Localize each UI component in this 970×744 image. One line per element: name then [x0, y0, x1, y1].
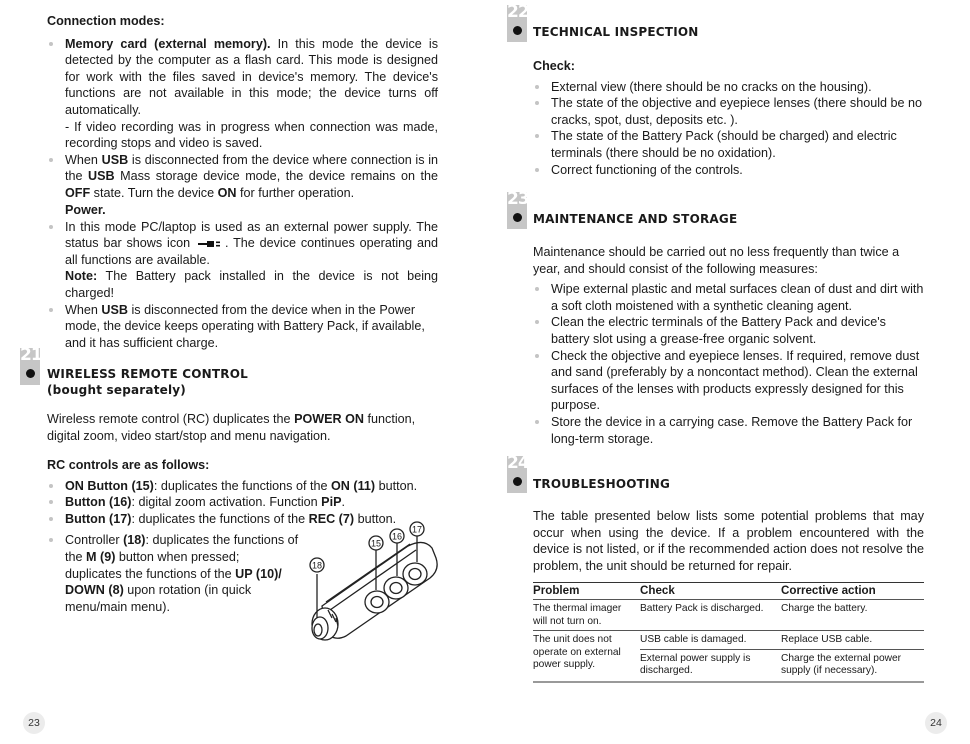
section-bullet-icon — [26, 369, 35, 378]
section-24-title: TROUBLESHOOTING — [533, 477, 670, 491]
table-row: The unit does not operate on external power supply. USB cable is damaged. Replace USB cable. — [533, 631, 924, 649]
table-row: External power supply is discharged. Charge the external power supply (if necessary). — [533, 649, 924, 682]
list-item: Check the objective and eyepiece lenses. If required, remove dust and sand (preferably by a noncontact method). Clean the external surfaces of the lenses with products expressly designed for this purpose. — [533, 348, 924, 414]
list-item: Controller (18): duplicates the functions of the M (9) button when pressed; duplicates the functions of the UP (10)/ DOWN (8) upon rotation (in quick menu/main menu). — [47, 532, 299, 615]
section-bullet-icon — [513, 26, 522, 35]
controller-list — [47, 532, 299, 615]
list-item: Button (16): digital zoom activation. Function PiP. — [47, 494, 447, 511]
section-24-badge: 24 — [507, 456, 527, 493]
list-item: The state of the Battery Pack (should be charged) and electric terminals (there should be no oxidation). — [533, 128, 924, 161]
svg-text:17: 17 — [411, 524, 423, 535]
video-note: - If video recording was in progress when connection was made, recording stops and video is saved. — [65, 119, 438, 151]
connection-modes-list — [47, 36, 438, 202]
list-item: Wipe external plastic and metal surfaces clean of dust and dirt with a soft cloth moistened with a synthetic cleaning agent. — [533, 281, 924, 314]
section-23-badge: 23 — [507, 192, 527, 229]
inspection-list — [533, 79, 924, 179]
list-item: When USB is disconnected from the device where connection is in the USB Mass storage device mode, the device remains on the OFF state. Turn the device ON for further operation. — [47, 152, 438, 202]
maintenance-block — [533, 244, 924, 447]
inspection-block — [533, 58, 924, 178]
page-number-right: 24 — [925, 712, 947, 734]
connection-modes-block — [47, 13, 438, 202]
svg-text:16: 16 — [391, 531, 403, 542]
list-item: Memory card (external memory). In this mode the device is detected by the computer as a flash card. This mode is designed for work with the files saved in device's memory. The device's functions are not available in this mode; the device turns off automatically. - If video recording was in progress when connection was made, recording stops and video is saved. — [47, 36, 438, 152]
rc-controls-heading: RC controls are as follows: — [47, 458, 210, 472]
list-item: Clean the electric terminals of the Battery Pack and device's battery slot using a grease-free organic solvent. — [533, 314, 924, 347]
section-bullet-icon — [513, 477, 522, 486]
list-item: In this mode PC/laptop is used as an external power supply. The status bar shows icon . The device continues operating and all functions are available. Note: The Battery pack installed in the device is not being charged! — [47, 219, 438, 302]
list-item: When USB is disconnected from the device when in the Power mode, the device keeps operating with Battery Pack, if available, and it has sufficient charge. — [47, 302, 438, 352]
connection-modes-heading: Connection modes: — [47, 14, 165, 28]
battery-note: Note: The Battery pack installed in the device is not being charged! — [65, 269, 438, 300]
rc-intro: Wireless remote control (RC) duplicates the POWER ON function, digital zoom, video start/stop and menu navigation. — [47, 412, 416, 443]
table-header-row — [533, 583, 924, 600]
header-problem: Problem — [533, 583, 640, 600]
section-21-badge: 21 — [20, 348, 40, 385]
svg-text:15: 15 — [370, 538, 382, 549]
table-row: The thermal imager will not turn on. Battery Pack is discharged. Charge the battery. — [533, 603, 868, 627]
list-item: Store the device in a carrying case. Remove the Battery Pack for long-term storage. — [533, 414, 924, 447]
power-list — [47, 219, 438, 352]
section-21-title: WIRELESS REMOTE CONTROL (bought separately) — [47, 367, 248, 397]
troubleshooting-table — [533, 582, 924, 683]
section-22-title: TECHNICAL INSPECTION — [533, 25, 699, 39]
page-number-left: 23 — [23, 712, 45, 734]
troubleshooting-intro: The table presented below lists some potential problems that may occur when using the device. If a problem encountered with the device is not listed, or if the recommended action does not resolve the problem, the unit should be returned for repair. — [533, 509, 924, 573]
list-item: The state of the objective and eyepiece lenses (there should be no cracks, spot, dust, deposits etc. ). — [533, 95, 924, 128]
section-22-badge: 22 — [507, 5, 527, 42]
maintenance-intro: Maintenance should be carried out no less frequently than twice a year, and should consist of the following measures: — [533, 245, 900, 276]
power-heading: Power. — [65, 203, 106, 217]
header-check: Check — [640, 583, 781, 600]
list-item: Button (17): duplicates the functions of the REC (7) button. — [47, 511, 447, 528]
usb-power-icon — [198, 240, 222, 248]
list-item: ON Button (15): duplicates the functions of the ON (11) button. — [47, 478, 447, 495]
power-block — [47, 202, 438, 351]
list-item: External view (there should be no cracks on the housing). — [533, 79, 924, 96]
header-corrective-action: Corrective action — [781, 583, 924, 600]
list-item: Correct functioning of the controls. — [533, 162, 924, 179]
remote-control-illustration — [300, 518, 450, 646]
section-23-title: MAINTENANCE AND STORAGE — [533, 212, 738, 226]
section-bullet-icon — [513, 213, 522, 222]
svg-text:18: 18 — [311, 560, 323, 571]
check-heading: Check: — [533, 59, 575, 73]
maintenance-list — [533, 281, 924, 447]
